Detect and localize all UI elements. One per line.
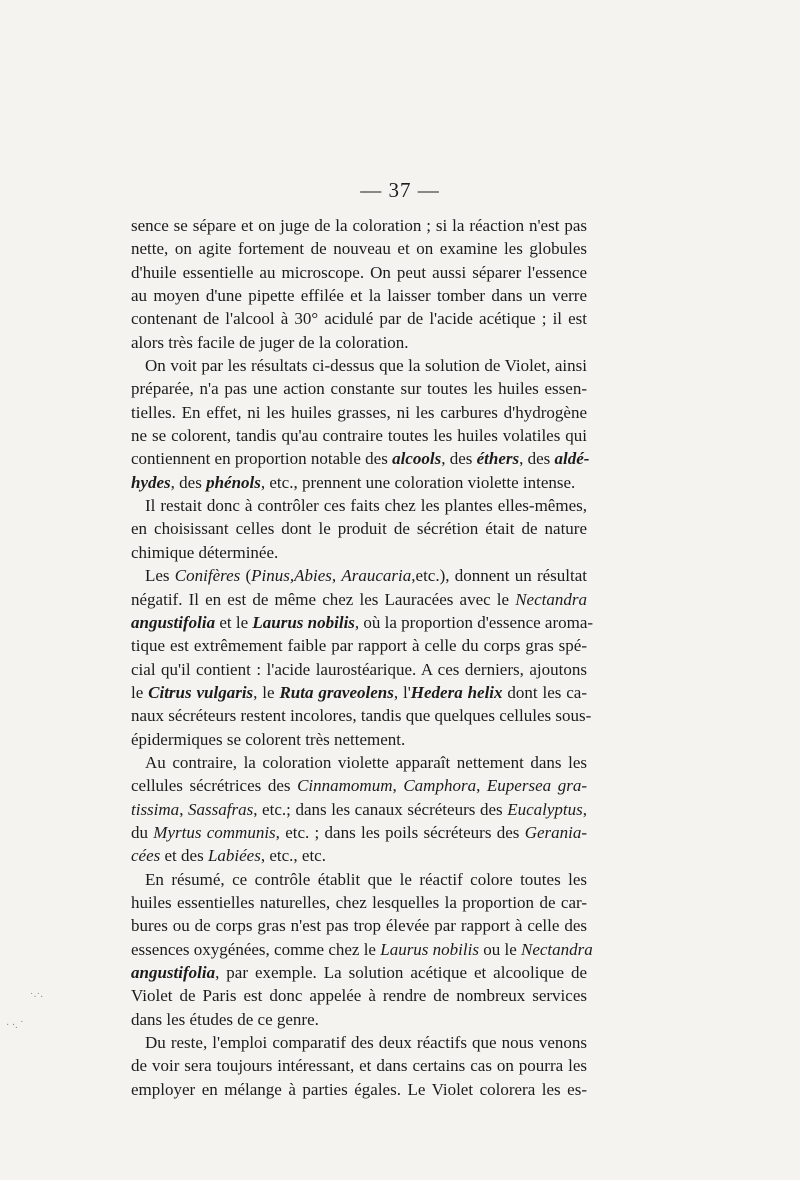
text-run: de voir sera toujours intéressant, et dans certains cas on pourra les — [131, 1056, 587, 1076]
text-line — [131, 844, 587, 867]
text-run: dont les ca- — [502, 682, 587, 702]
text-run: ne se colorent, tandis qu'au contraire toutes les huiles volatiles qui — [131, 426, 587, 446]
italic-term: éthers — [476, 449, 520, 469]
italic-term: Hedera helix — [410, 682, 503, 702]
text-line — [131, 658, 587, 681]
text-run: tielles. En effet, ni les huiles grasses, ni les carbures d'hydrogène — [131, 402, 587, 422]
text-line — [131, 938, 593, 961]
text-run: En résumé, ce contrôle établit que le réactif colore toutes les — [145, 869, 587, 889]
text-line — [131, 588, 587, 611]
text-run: , etc., prennent une coloration violette intense. — [260, 472, 576, 492]
italic-term: Araucaria — [341, 566, 412, 586]
italic-term: angustifolia — [131, 963, 216, 982]
text-run: ,etc.), donnent un résultat — [411, 566, 587, 586]
text-line — [131, 611, 594, 634]
text-run: Violet de Paris est donc appelée à rendre de nombreux services — [131, 986, 587, 1006]
text-run: , etc. ; dans les poils sécréteurs des — [275, 822, 525, 842]
text-run: Il restait donc à contrôler ces faits chez les plantes elles-mêmes, — [145, 496, 587, 516]
text-line — [131, 774, 587, 797]
text-run: dans les études de ce genre. — [131, 1009, 319, 1029]
italic-term: Gerania- — [524, 822, 588, 842]
text-run: en choisissant celles dont le produit de sécrétion était de nature — [131, 519, 587, 539]
text-line — [131, 564, 587, 587]
text-line — [131, 307, 587, 330]
text-run: préparée, n'a pas une action constante sur toutes les huiles essen- — [131, 379, 587, 399]
text-run: , des — [441, 449, 477, 469]
text-line — [131, 798, 587, 821]
text-run: d'huile essentielle au microscope. On peut aussi séparer l'essence — [131, 262, 587, 282]
text-line — [131, 984, 587, 1007]
italic-term: cées — [131, 846, 161, 866]
text-run: , le — [253, 682, 280, 702]
text-run: sence se sépare et on juge de la coloration ; si la réaction n'est pas — [131, 216, 587, 235]
text-line — [131, 1054, 587, 1077]
italic-term: phénols — [206, 472, 261, 492]
text-run: huiles essentielles naturelles, chez lesquelles la proportion de car- — [131, 892, 587, 912]
text-line — [131, 401, 587, 424]
italic-term: Eupersea gra- — [486, 776, 587, 796]
text-line — [131, 541, 587, 564]
text-run: épidermiques se colorent très nettement. — [131, 729, 406, 749]
text-run: nette, on agite fortement de nouveau et on examine les globules — [131, 239, 587, 259]
italic-term: angustifolia — [131, 612, 216, 632]
text-line — [131, 728, 587, 751]
text-line — [131, 471, 587, 494]
text-run: , — [179, 799, 189, 819]
text-line — [131, 1031, 587, 1054]
text-line — [131, 751, 587, 774]
text-run: contenant de l'alcool à 30° acidulé par de l'acide acétique ; il est — [131, 309, 587, 329]
text-line — [131, 237, 587, 260]
text-run: chimique déterminée. — [131, 542, 279, 562]
italic-term: Citrus vulgaris — [148, 682, 254, 702]
text-line — [131, 891, 587, 914]
body-text — [131, 214, 594, 1101]
text-line — [131, 261, 587, 284]
text-run: , — [476, 776, 487, 796]
text-run: tique est extrêmement faible par rapport à celle du corps gras spé- — [131, 636, 587, 656]
text-run: alors très facile de juger de la coloration. — [131, 332, 409, 352]
margin-speck: ˙·˙· — [30, 992, 44, 1003]
text-run: Au contraire, la coloration violette apparaît nettement dans les — [145, 752, 587, 772]
italic-term: Cinnamomum — [297, 776, 393, 796]
text-line — [131, 494, 587, 517]
text-run: négatif. Il en est de même chez les Lauracées avec le — [131, 589, 516, 609]
page-number: — 37 — — [360, 178, 440, 202]
italic-term: Conifères — [174, 566, 241, 586]
text-line — [131, 354, 587, 377]
text-line — [131, 868, 587, 891]
text-run: au moyen d'une pipette effilée et la laisser tomber dans un verre — [131, 286, 587, 306]
text-run: , où la proportion d'essence aroma- — [354, 612, 594, 632]
text-run: Les — [145, 566, 175, 586]
italic-term: hydes — [131, 472, 171, 492]
italic-term: Nectandra — [521, 939, 593, 959]
text-line — [131, 284, 587, 307]
italic-term: Nectandra — [515, 589, 587, 609]
text-run: ( — [240, 566, 252, 586]
text-run: et des — [160, 846, 208, 866]
text-line — [131, 331, 587, 354]
text-run: employer en mélange à parties égales. Le Violet colorera les es- — [131, 1079, 587, 1099]
italic-term: tissima — [131, 799, 180, 819]
italic-term: Camphora — [403, 776, 477, 796]
margin-speck: · ·. ˙ — [6, 1020, 24, 1031]
text-line — [131, 1008, 587, 1031]
text-run: contiennent en proportion notable des — [131, 449, 393, 469]
text-run: essences oxygénées, comme chez le — [131, 939, 381, 959]
text-line — [131, 1078, 587, 1101]
text-line — [131, 821, 587, 844]
text-run: On voit par les résultats ci-dessus que la solution de Violet, ainsi — [145, 356, 587, 376]
italic-term: Ruta graveolens — [279, 682, 394, 702]
italic-term: Laurus nobilis — [380, 939, 479, 959]
text-line — [131, 914, 587, 937]
text-run: cial qu'il contient : l'acide laurostéarique. A ces derniers, ajoutons — [131, 659, 587, 679]
text-line — [131, 681, 587, 704]
text-line — [131, 517, 587, 540]
text-line — [131, 377, 587, 400]
text-run: et le — [215, 612, 253, 632]
text-run: bures ou de corps gras n'est pas trop élevée par rapport à celle des — [131, 916, 587, 936]
text-line — [131, 214, 587, 237]
text-run: le — [131, 682, 149, 702]
text-line — [131, 634, 587, 657]
text-line — [131, 447, 590, 470]
italic-term: Sassafras — [188, 799, 254, 819]
text-line — [131, 424, 587, 447]
text-run: , des — [170, 472, 207, 492]
italic-term: aldé- — [554, 449, 590, 469]
text-run: , — [582, 799, 587, 819]
text-run: Du reste, l'emploi comparatif des deux réactifs que nous venons — [145, 1033, 587, 1053]
italic-term: Pinus,Abies — [251, 566, 332, 586]
text-run: , — [392, 776, 404, 796]
text-line — [131, 961, 587, 984]
text-run: naux sécréteurs restent incolores, tandis que quelques cellules sous- — [131, 706, 592, 726]
text-run: cellules sécrétrices des — [131, 776, 298, 796]
italic-term: Laurus nobilis — [252, 612, 355, 632]
text-run: , par exemple. La solution acétique et alcoolique de — [215, 963, 587, 982]
italic-term: alcools — [392, 449, 442, 469]
text-run: , etc.; dans les canaux sécréteurs des — [253, 799, 508, 819]
text-run: du — [131, 822, 154, 842]
text-run: , — [331, 566, 342, 586]
text-run: , l' — [393, 682, 411, 702]
text-run: ou le — [478, 939, 521, 959]
text-run: , des — [519, 449, 555, 469]
italic-term: Eucalyptus — [507, 799, 583, 819]
text-run: , etc., etc. — [260, 846, 326, 866]
text-line — [131, 704, 592, 727]
italic-term: Myrtus communis — [153, 822, 276, 842]
italic-term: Labiées — [207, 846, 261, 866]
